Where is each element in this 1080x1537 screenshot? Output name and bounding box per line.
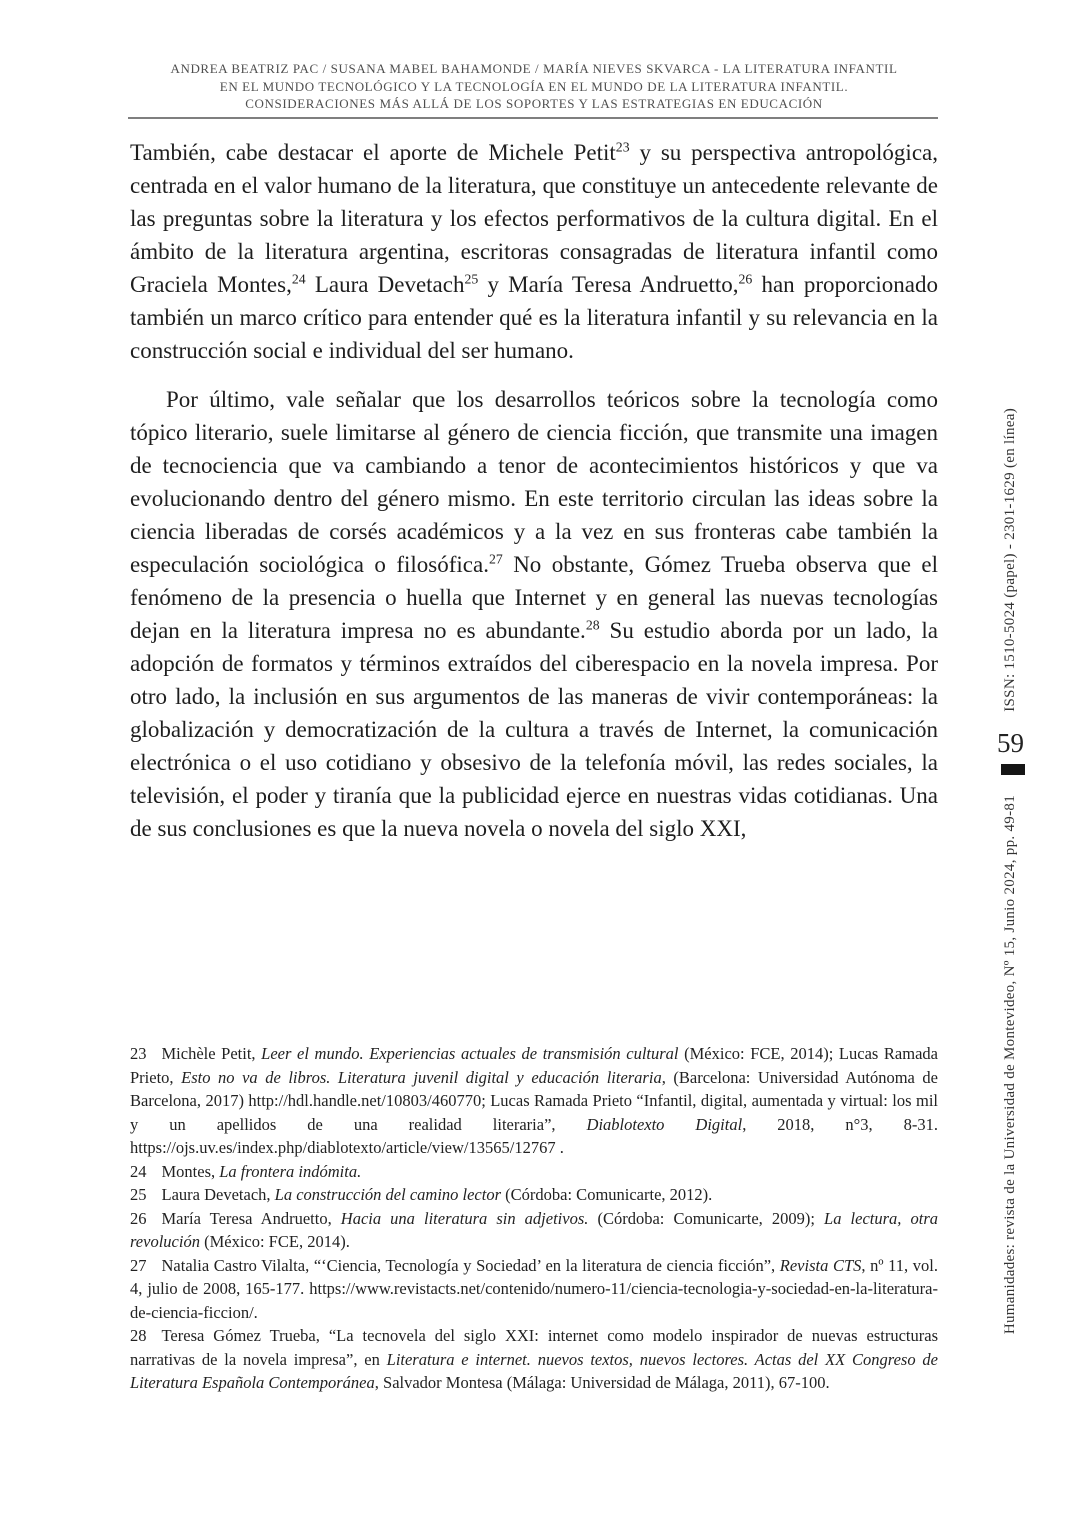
footnote-ref: 23	[615, 139, 630, 155]
footnote-ref: 25	[464, 271, 479, 287]
text-segment: Laura Devetach,	[161, 1185, 275, 1204]
text-segment: Leer el mundo. Experiencias actuales de transmisión cultural	[261, 1044, 679, 1063]
footnote-number: 27	[130, 1255, 147, 1275]
text-segment: También, cabe destacar el aporte de Michele Petit	[130, 140, 616, 165]
text-segment: Diablotexto Digital	[586, 1114, 743, 1134]
text-segment: Revista CTS	[779, 1255, 862, 1275]
text-segment: , (Barcelona: Universidad Autónoma de Barcelona, 2017) http://hdl.handle.net/10803/460770; Lucas Ramada Prieto “Infantil, digital, aumentada y virtual: los mil y un apellidos de una realidad literaria”,	[130, 1067, 938, 1134]
footnote	[130, 1254, 938, 1325]
text-segment: Por último, vale señalar que los desarrollos teóricos sobre la tecnología como tópico literario, suele limitarse al género de ciencia ficción, que transmite una imagen de tecnociencia que va cambiando a tenor de acontecimientos históricos y que va evolucionando dentro del género mismo. En este territorio circulan las ideas sobre la ciencia liberadas de corsés académicos y a la vez en sus fronteras cabe también la especulación sociológica o filosófica.	[130, 387, 938, 577]
text-segment: , 2018, n°3, 8-31. https://ojs.uv.es/index.php/diablotexto/article/view/13565/12767 .	[130, 1114, 939, 1157]
sidebar-journal-info: Humanidades: revista de la Universidad de Montevideo, Nº 15, Junio 2024, pp. 49-81	[1002, 795, 1018, 1335]
footnote-number: 26	[130, 1208, 147, 1228]
text-segment: María Teresa Andruetto,	[161, 1208, 341, 1228]
text-segment: y su perspectiva antropológica, centrada en el valor humano de la literatura, que constituye un antecedente relevante de las preguntas sobre la literatura y los efectos performativos de la cultura digital. En el ámbito de la literatura argentina, escritoras consagradas de literatura infantil como Graciela Montes,	[130, 140, 938, 297]
paragraph	[130, 383, 938, 845]
footnote-number: 24	[130, 1161, 147, 1181]
text-segment: Natalia Castro Vilalta, “‘Ciencia, Tecnología y Sociedad’ en la literatura de ciencia ficción”,	[161, 1255, 780, 1275]
text-segment: (Córdoba: Comunicarte, 2009);	[588, 1208, 825, 1228]
footnote-number: 23	[130, 1044, 147, 1063]
text-segment: Literatura e internet. nuevos textos, nuevos lectores. Actas del XX Congreso de Literatura Española Contemporánea	[130, 1349, 938, 1392]
running-header-line2: EN EL MUNDO TECNOLÓGICO Y LA TECNOLOGÍA EN EL MUNDO DE LA LITERATURA INFANTIL.	[219, 78, 849, 94]
footnote-number: 25	[130, 1185, 147, 1204]
sidebar-issn: ISSN: 1510-5024 (papel) - 2301-1629 (en línea)	[1002, 408, 1018, 712]
footnote	[130, 1042, 938, 1160]
text-segment: (México: FCE, 2014).	[199, 1232, 350, 1251]
footnote	[130, 1324, 938, 1395]
footnote	[130, 1207, 938, 1254]
page-number: 59	[997, 728, 1024, 758]
text-segment: (Córdoba: Comunicarte, 2012).	[501, 1185, 713, 1204]
text-segment: La construcción del camino lector	[274, 1185, 502, 1204]
text-segment: La lectura, otra revolución	[130, 1208, 939, 1251]
text-segment: (México: FCE, 2014); Lucas Ramada Prieto,	[130, 1044, 938, 1087]
footnotes	[130, 1042, 938, 1395]
running-header-line1: ANDREA BEATRIZ PAC / SUSANA MABEL BAHAMONDE / MARÍA NIEVES SKVARCA - LA LITERATURA INFANTIL	[170, 61, 898, 76]
text-segment: y María Teresa Andruetto,	[478, 272, 739, 297]
running-header-line3: CONSIDERACIONES MÁS ALLÁ DE LOS SOPORTES Y LAS ESTRATEGIAS EN EDUCACIÓN	[245, 96, 823, 111]
footnote	[130, 1160, 938, 1184]
text-segment: Montes,	[161, 1161, 220, 1181]
text-segment: Teresa Gómez Trueba, “La tecnovela del siglo XXI: internet como modelo inspirador de nuevas estructuras narrativas de la novela impresa”, en	[130, 1326, 938, 1369]
text-segment: Su estudio aborda por un lado, la adopción de formatos y términos extraídos del ciberespacio en la novela impresa. Por otro lado, la inclusión en sus argumentos de las maneras de vivir contemporáneas: la globalización y democratización de la cultura a través de Internet, la comunicación electrónica o el uso cotidiano y obsesivo de la telefonía móvil, las redes sociales, la televisión, el poder y tiranía que la publicidad ejerce en nuestras vidas cotidianas. Una de sus conclusiones es que la nueva novela o novela del siglo XXI,	[130, 618, 938, 841]
text-segment: Hacia una literatura sin adjetivos.	[340, 1208, 589, 1228]
footnote-number: 28	[130, 1326, 147, 1345]
footnote-ref: 27	[488, 551, 503, 567]
header-rule	[128, 117, 938, 119]
footnote-ref: 26	[738, 271, 753, 287]
text-segment: , Salvador Montesa (Málaga: Universidad de Málaga, 2011), 67-100.	[374, 1373, 830, 1392]
running-header	[130, 60, 938, 113]
text-segment: La frontera indómita.	[219, 1161, 362, 1181]
text-segment: No obstante, Gómez Trueba observa que el fenómeno de la presencia o huella que Internet y en general las nuevas tecnologías dejan en la literatura impresa no es abundante.	[130, 552, 938, 643]
text-segment: Michèle Petit,	[161, 1044, 262, 1063]
footnote	[130, 1183, 938, 1207]
text-segment: Esto no va de libros. Literatura juvenil digital y educación literaria	[181, 1067, 662, 1087]
page-number-marker	[1001, 764, 1025, 775]
text-segment: , nº 11, vol. 4, julio de 2008, 165-177. https://www.revistacts.net/contenido/numero-11/ciencia-tecnologia-y-sociedad-en-la-literatura-de-ciencia-ficcion/.	[130, 1255, 938, 1322]
text-segment: han proporcionado también un marco crítico para entender qué es la literatura infantil y su relevancia en la construcción social e individual del ser humano.	[130, 272, 939, 363]
footnote-ref: 28	[585, 617, 600, 633]
footnote-ref: 24	[291, 271, 306, 287]
body-text	[130, 136, 938, 861]
text-segment: Laura Devetach	[305, 272, 465, 297]
paragraph	[130, 136, 938, 367]
